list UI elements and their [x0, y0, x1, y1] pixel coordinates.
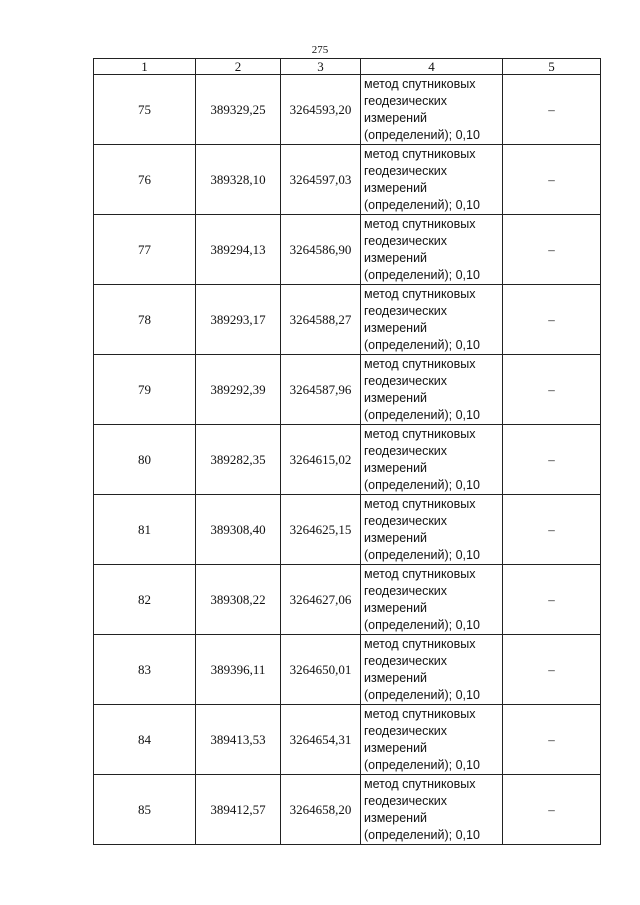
- note-cell: –: [503, 355, 601, 425]
- point-number-cell: 79: [94, 355, 196, 425]
- point-number-cell: 81: [94, 495, 196, 565]
- point-number-cell: 77: [94, 215, 196, 285]
- point-number-cell: 83: [94, 635, 196, 705]
- method-cell: метод спутниковых геодезических измерений (определений); 0,10: [361, 215, 503, 285]
- method-cell: метод спутниковых геодезических измерений (определений); 0,10: [361, 75, 503, 145]
- method-cell: метод спутниковых геодезических измерений (определений); 0,10: [361, 565, 503, 635]
- table-row: [94, 775, 601, 845]
- y-coordinate-cell: 3264586,90: [281, 215, 361, 285]
- note-cell: –: [503, 705, 601, 775]
- coordinates-table: [93, 58, 601, 845]
- point-number-cell: 82: [94, 565, 196, 635]
- y-coordinate-cell: 3264588,27: [281, 285, 361, 355]
- table-header: [94, 59, 601, 75]
- column-header-3: 3: [281, 59, 361, 75]
- note-cell: –: [503, 75, 601, 145]
- y-coordinate-cell: 3264625,15: [281, 495, 361, 565]
- table-row: [94, 285, 601, 355]
- x-coordinate-cell: 389396,11: [196, 635, 281, 705]
- note-cell: –: [503, 285, 601, 355]
- table-row: [94, 145, 601, 215]
- y-coordinate-cell: 3264597,03: [281, 145, 361, 215]
- method-cell: метод спутниковых геодезических измерений (определений); 0,10: [361, 775, 503, 845]
- table-row: [94, 705, 601, 775]
- table-body: [94, 75, 601, 845]
- y-coordinate-cell: 3264658,20: [281, 775, 361, 845]
- y-coordinate-cell: 3264593,20: [281, 75, 361, 145]
- x-coordinate-cell: 389293,17: [196, 285, 281, 355]
- header-row: [94, 59, 601, 75]
- x-coordinate-cell: 389413,53: [196, 705, 281, 775]
- note-cell: –: [503, 775, 601, 845]
- x-coordinate-cell: 389294,13: [196, 215, 281, 285]
- x-coordinate-cell: 389412,57: [196, 775, 281, 845]
- note-cell: –: [503, 145, 601, 215]
- note-cell: –: [503, 215, 601, 285]
- method-cell: метод спутниковых геодезических измерений (определений); 0,10: [361, 285, 503, 355]
- method-cell: метод спутниковых геодезических измерений (определений); 0,10: [361, 425, 503, 495]
- x-coordinate-cell: 389292,39: [196, 355, 281, 425]
- point-number-cell: 84: [94, 705, 196, 775]
- method-cell: метод спутниковых геодезических измерений (определений); 0,10: [361, 705, 503, 775]
- method-cell: метод спутниковых геодезических измерений (определений); 0,10: [361, 635, 503, 705]
- point-number-cell: 78: [94, 285, 196, 355]
- note-cell: –: [503, 495, 601, 565]
- x-coordinate-cell: 389282,35: [196, 425, 281, 495]
- method-cell: метод спутниковых геодезических измерений (определений); 0,10: [361, 495, 503, 565]
- column-header-1: 1: [94, 59, 196, 75]
- y-coordinate-cell: 3264627,06: [281, 565, 361, 635]
- column-header-5: 5: [503, 59, 601, 75]
- table-row: [94, 75, 601, 145]
- table-row: [94, 635, 601, 705]
- y-coordinate-cell: 3264650,01: [281, 635, 361, 705]
- method-cell: метод спутниковых геодезических измерений (определений); 0,10: [361, 355, 503, 425]
- table-row: [94, 495, 601, 565]
- x-coordinate-cell: 389328,10: [196, 145, 281, 215]
- point-number-cell: 80: [94, 425, 196, 495]
- table-row: [94, 425, 601, 495]
- x-coordinate-cell: 389308,22: [196, 565, 281, 635]
- table-row: [94, 565, 601, 635]
- table-row: [94, 215, 601, 285]
- y-coordinate-cell: 3264654,31: [281, 705, 361, 775]
- point-number-cell: 76: [94, 145, 196, 215]
- y-coordinate-cell: 3264615,02: [281, 425, 361, 495]
- point-number-cell: 75: [94, 75, 196, 145]
- x-coordinate-cell: 389329,25: [196, 75, 281, 145]
- note-cell: –: [503, 635, 601, 705]
- method-cell: метод спутниковых геодезических измерений (определений); 0,10: [361, 145, 503, 215]
- column-header-2: 2: [196, 59, 281, 75]
- point-number-cell: 85: [94, 775, 196, 845]
- page-number: 275: [311, 44, 329, 56]
- note-cell: –: [503, 425, 601, 495]
- x-coordinate-cell: 389308,40: [196, 495, 281, 565]
- table-row: [94, 355, 601, 425]
- y-coordinate-cell: 3264587,96: [281, 355, 361, 425]
- column-header-4: 4: [361, 59, 503, 75]
- note-cell: –: [503, 565, 601, 635]
